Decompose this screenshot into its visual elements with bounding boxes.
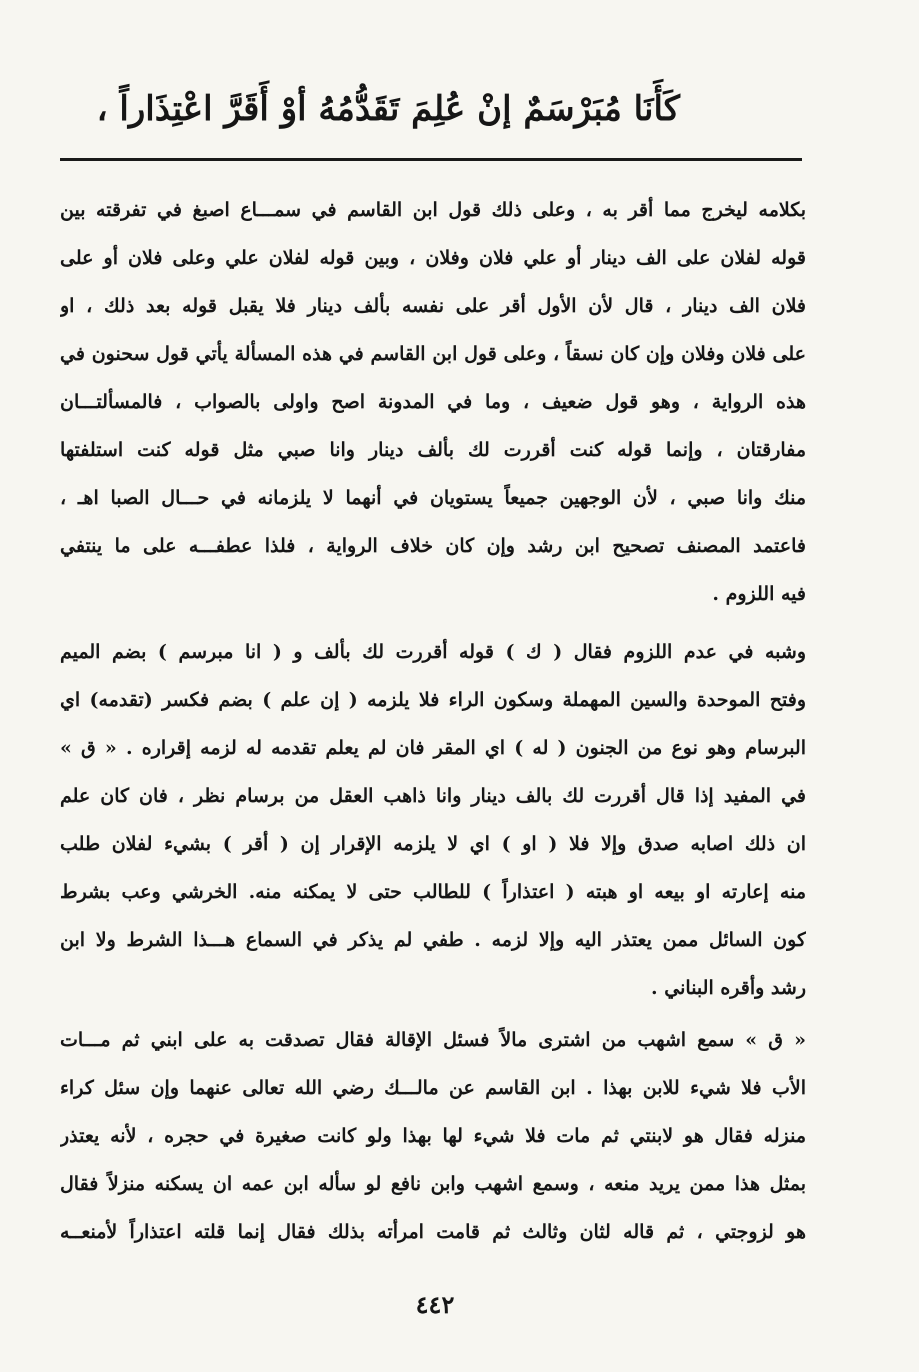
text-line: منه إعارته او بيعه او هبته ( اعتذاراً ) للطالب حتى لا يمكنه منه. الخرشي وعب بشرط: [60, 881, 806, 903]
text-line: كون السائل ممن يعتذر اليه وإلا لزمه . طفي لم يذكر في السماع هـــذا الشرط ولا ابن: [60, 929, 806, 951]
paragraph-3: [60, 1016, 806, 1256]
text-line: بكلامه ليخرج مما أقر به ، وعلى ذلك قول ابن القاسم في سمـــاع اصبغ في تفرقته بين: [60, 199, 806, 221]
paragraph-1: [60, 186, 806, 618]
text-line: هذه الرواية ، وهو قول ضعيف ، وما في المدونة اصح واولى بالصواب ، فالمسألتـــان: [60, 391, 806, 413]
paragraph-2: [60, 628, 806, 1012]
text-line: فيه اللزوم .: [712, 583, 806, 605]
text-line: بمثل هذا ممن يريد منعه ، وسمع اشهب وابن نافع لو سأله ابن عمه ان يسكنه منزلاً فقال: [60, 1173, 806, 1195]
text-line: الأب فلا شيء للابن بهذا . ابن القاسم عن مالـــك رضي الله تعالى عنهما وإن سئل كراء: [60, 1077, 806, 1099]
text-line: رشد وأقره البناني .: [651, 977, 806, 999]
text-line: على فلان وفلان وإن كان نسقاً ، وعلى قول ابن القاسم في هذه المسألة يأتي قول سحنون في: [60, 343, 806, 365]
header-divider: [60, 158, 802, 161]
text-line: هو لزوجتي ، ثم قاله لثان وثالث ثم قامت امرأته بذلك فقال إنما قلته اعتذاراً لأمنعــه: [60, 1221, 806, 1243]
text-line: « ق » سمع اشهب من اشترى مالاً فسئل الإقالة فقال تصدقت به على ابني ثم مـــات: [60, 1029, 806, 1051]
text-line: ان ذلك اصابه صدق وإلا فلا ( او ) اي لا يلزمه الإقرار إن ( أقر ) بشيء لفلان طلب: [60, 833, 806, 855]
text-line: منك وانا صبي ، لأن الوجهين جميعاً يستويان في أنهما لا يلزمانه في حـــال الصبا اهـ ،: [60, 487, 806, 509]
page-number: ٤٤٢: [415, 1290, 455, 1319]
text-line: في المفيد إذا قال أقررت لك بالف دينار وانا ذاهب العقل من برسام نظر ، فان كان علم: [60, 785, 806, 807]
text-line: فاعتمد المصنف تصحيح ابن رشد وإن كان خلاف الرواية ، فلذا عطفـــه على ما ينتفي: [60, 535, 806, 557]
text-line: وفتح الموحدة والسين المهملة وسكون الراء فلا يلزمه ( إن علم ) بضم فكسر (تقدمه) اي: [60, 689, 806, 711]
text-line: منزله فقال هو لابنتي ثم مات فلا شيء لها بهذا ولو كانت صغيرة في حجره ، لأنه يعتذر: [60, 1125, 806, 1147]
text-line: البرسام وهو نوع من الجنون ( له ) اي المقر فان لم يعلم تقدمه له لزمه إقراره . « ق »: [60, 737, 806, 759]
text-line: قوله لفلان على الف دينار أو علي فلان وفلان ، وبين قوله لفلان علي وعلى فلان أو على: [60, 247, 806, 269]
text-line: وشبه في عدم اللزوم فقال ( ك ) قوله أقررت لك بألف و ( انا مبرسم ) بضم الميم: [60, 641, 806, 663]
text-line: مفارقتان ، وإنما قوله كنت أقررت لك بألف دينار وانا صبي مثل قوله كنت استلفتها: [60, 439, 806, 461]
page-header-title: كَأَنَا مُبَرْسَمٌ إنْ عُلِمَ تَقَدُّمُهُ أوْ أَقَرَّ اعْتِذَاراً ،: [96, 89, 680, 129]
text-line: فلان الف دينار ، قال لأن الأول أقر على نفسه بألف دينار فلا يقبل قوله بعد ذلك ، او: [60, 295, 806, 317]
